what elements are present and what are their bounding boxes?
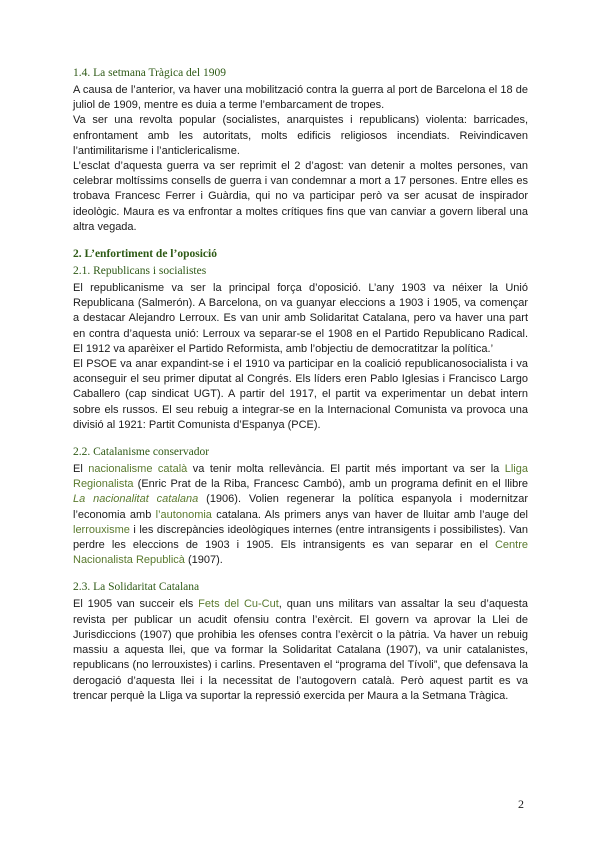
link-centre-nacionalista-republica[interactable]: Centre Nacionalista Republicà [73,539,528,567]
section-heading-1-4: 1.4. La setmana Tràgica del 1909 [73,67,226,79]
section-heading-2-3: 2.3. La Solidaritat Catalana [73,581,200,594]
section-heading-2-1: 2.1. Republicans i socialistes [73,265,207,278]
link-fets-del-cu-cut[interactable]: Fets del Cu-Cut [198,598,279,611]
link-lerrouxisme[interactable]: lerrouxisme [73,523,130,536]
paragraph: El PSOE va anar expandint-se i el 1910 va participar en la coalició republicanosocialista i va aconseguir el seu primer diputat al Congrés. Els líders eren Pablo Iglesias i Francisco Largo Caballero (cap sindicat UGT). A partir del 1917, el partit va experimentar un debat intern sobre els russos. El seu rebuig a integrar-se en la Internacional Comunista va provoca una divisió al 1921: Partit Comunista d’Espanya (PCE). [73,358,528,431]
link-nacionalisme-catala[interactable]: nacionalisme català [88,463,188,476]
link-la-nacionalitat-catalana[interactable]: La nacionalitat catalana [73,493,199,506]
section-heading-2: 2. L’enfortiment de l’oposició [73,248,217,261]
paragraph: Va ser una revolta popular (socialistes, anarquistes i republicans) violenta: barricades, enfrontament amb les autoritats, molts edificis religiosos incendiats. Reivindicaven l’antimilitarisme i l’anticlericalisme. [73,114,528,157]
paragraph: A causa de l’anterior, va haver una mobilització contra la guerra al port de Barcelona el 18 de juliol de 1909, mentre es duia a terme l’embarcament de tropes. [73,84,528,112]
link-lliga-regionalista[interactable]: Lliga Regionalista [73,463,528,491]
link-autonomia[interactable]: l’autonomia [155,508,212,521]
document-page [73,66,528,704]
paragraph: L’esclat d’aquesta guerra va ser reprimit el 2 d’agost: van detenir a moltes persones, van celebrar moltíssims consells de guerra i van condemnar a mort a 17 persones. Entre elles es trobava Francesc Ferrer i Guàrdia, qui no va participar però va ser acusat de inspirador ideològic. Maura es va enfrontar a moltes crítiques fins que van canviar a govern liberal una altra vegada. [73,160,528,233]
section-heading-2-2: 2.2. Catalanisme conservador [73,446,210,459]
page-number: 2 [518,797,524,811]
paragraph: El 1905 van succeir els Fets del Cu-Cut, quan uns militars van assaltar la seu d’aquesta revista per publicar un acudit ofensiu contra l’exèrcit. El govern va aprovar la Llei de Jurisdiccions (1907) que prohibia les ofenses contra l’exèrcit o la pàtria. Va haver un rebuig massiu a aquesta llei, que va formar la Solidaritat Catalana (1907), va unir catalanistes, republicans (no lerrouxistes) i carlins. Presentaven el “programa del Tívoli”, que defensava la derogació d’aquesta llei i la necessitat de l’autogovern català. Però aquest partit es va trencar perquè la Lliga va suportar la repressió exercida per Maura a la Setmana Tràgica. [73,598,528,702]
paragraph: El nacionalisme català va tenir molta rellevància. El partit més important va ser la Lliga Regionalista (Enric Prat de la Riba, Francesc Cambó), amb un programa definit en el llibre La nacionalitat catalana (1906). Volien regenerar la política espanyola i modernitzar l’economia amb l’autonomia catalana. Als primers anys van haver de lluitar amb l’auge del lerrouxisme i les discrepàncies ideològiques internes (entre intransigents i possibilistes). Van perdre les eleccions de 1903 i 1905. Els intransigents es van separar en el Centre Nacionalista Republicà (1907). [73,463,528,567]
paragraph: El republicanisme va ser la principal força d’oposició. L’any 1903 va néixer la Unió Republicana (Salmerón). A Barcelona, on va guanyar eleccions a 1903 i 1905, va començar a destacar Alejandro Lerroux. Es van unir amb Solidaritat Catalana, pero va haver una part en contra d’aquesta unió: Lerroux va separar-se el 1908 en el Partido Republicano Radical. El 1912 va aparèixer el Partido Reformista, amb l’objectiu de democratitzar la política.’ [73,282,528,355]
